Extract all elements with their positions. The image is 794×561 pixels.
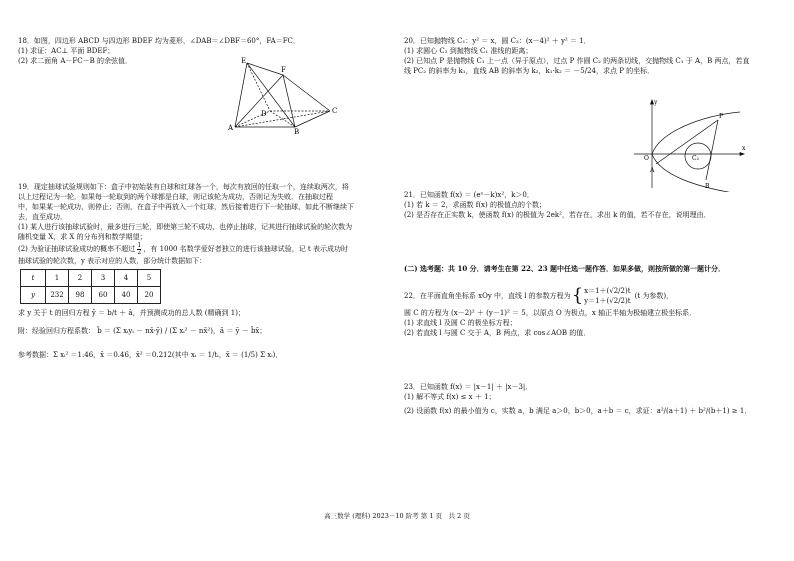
q23-part1: (1) 解不等式 f(x) ≤ x ＋ 1； [404, 393, 496, 401]
right-column [404, 36, 769, 76]
q19-line2: 以上过程记为一轮．如果每一轮取到的两个球都是白球，则记该轮为成功，否则记为失败．在抽取过程 [18, 193, 333, 201]
frac-numerator: 1 [137, 242, 142, 249]
q22-eq2: y＝1＋(√2/2)t [584, 297, 631, 305]
table-cell: 232 [46, 287, 69, 304]
q19-requirement: 求 y 关于 t 的回归方程 ŷ ＝ b/t ＋ â，并预测成功的总人数 (精确到 1)； [18, 309, 245, 317]
q19-line6: 随机变量 X，求 X 的分布列和数学期望； [18, 233, 147, 241]
q19-line3: 中，如果某一轮成功，则停止；否则，在盒子中再放入一个红球，然后接着进行下一轮抽球，如此不断继续下 [18, 203, 354, 211]
q19-block [18, 182, 383, 360]
q20-part2a: (2) 已知点 P 是抛物线 C₁ 上一点（异于原点），过点 P 作圆 C₂ 的两条切线，交抛物线 C₁ 于 A，B 两点，若直 [404, 57, 750, 65]
q23-part2: (2) 设函数 f(x) 的最小值为 c，实数 a，b 满足 a＞0，b＞0，a＋b ＝ c，求证：a²/(a＋1) ＋ b²/(b＋1) ≥ 1． [404, 407, 752, 415]
brace-icon: { [571, 285, 584, 306]
q20-part1: (1) 求圆心 C₂ 到抛物线 C₁ 准线的距离； [404, 47, 533, 55]
table-row [21, 270, 161, 287]
fig-label-c: C [332, 107, 338, 115]
table-cell: 60 [92, 287, 115, 304]
q19-line7 [18, 242, 383, 256]
half-fraction [137, 243, 141, 256]
table-cell: 98 [69, 287, 92, 304]
q22-stem-a: 22．在平面直角坐标系 xOy 中，直线 l 的参数方程为 [404, 292, 571, 300]
q22-line2: 圆 C 的方程为 (x－2)² ＋ (y－1)² ＝ 5，以原点 O 为极点，x 轴正半轴为极轴建立极坐标系． [404, 309, 697, 317]
fig-label-c2: C₂ [692, 155, 699, 162]
q22-part2: (2) 若直线 l 与圆 C 交于 A，B 两点，求 cos∠AOB 的值． [404, 329, 591, 337]
q19-line7-b: ，有 1000 名数学爱好者独立的进行该抽球试验，记 t 表示成功时 [143, 245, 348, 253]
q19-data-table [20, 269, 161, 304]
q21-part2: (2) 是否存在正实数 k，使函数 f(x) 的极值为 2ek²，若存在，求出 k 的值，若不存在，说明理由． [404, 211, 711, 219]
q19-reference-data: 参考数据：Σ xᵢ² ＝1.46，x̄ ＝0.46，x̄² ＝0.212(其中 xᵢ ＝ 1/tᵢ，x̄ ＝ (1/5) Σ xᵢ)． [18, 351, 283, 359]
q19-line7-a: (2) 为验证抽球试验成功的概率不超过 [18, 245, 136, 253]
q22-eq1: x＝1＋(√2/2)t [584, 287, 631, 295]
q22-param-system [584, 286, 630, 306]
q18-stem: 18．如图，四边形 ABCD 与四边形 BDEF 均为菱形，∠DAB＝∠DBF＝60°，FA＝FC． [18, 37, 300, 45]
frac-denominator: 2 [137, 248, 142, 256]
q22-part1: (1) 求直线 l 及圆 C 的极坐标方程； [404, 319, 517, 327]
fig-label-f: F [281, 66, 286, 74]
q19-line4: 去，直至成功． [18, 213, 67, 221]
section-2-heading-block [404, 264, 779, 274]
q18-part1: (1) 求证：AC⊥ 平面 BDEF； [18, 47, 115, 55]
table-cell: 5 [138, 270, 161, 287]
q19-hint [18, 326, 383, 336]
fig-label-x: x [742, 145, 746, 152]
q20-stem: 20．已知抛物线 C₁：y² ＝ x，圆 C₂：(x－4)² ＋ y² ＝ 1． [404, 37, 591, 45]
fig-label-y: y [654, 99, 658, 106]
q23-block [404, 382, 784, 416]
q23-stem: 23．已知函数 f(x) ＝ |x－1| ＋ |x－3|． [404, 383, 533, 391]
q21-part1: (1) 若 k ＝ 2，求函数 f(x) 的极值点的个数； [404, 201, 546, 209]
q21-block [404, 190, 769, 220]
table-cell: y [21, 287, 46, 304]
q18-part2: (2) 求二面角 A－FC－B 的余弦值． [18, 57, 133, 65]
section-2-heading: (二) 选考题：共 10 分．请考生在第 22、23 题中任选一题作答．如果多做，则按所做的第一题计分． [404, 264, 726, 273]
q19-hint-label: 附：经验回归方程系数： [18, 327, 95, 335]
q18-figure [225, 55, 345, 135]
q22-stem-b: (t 为参数)， [634, 292, 674, 300]
page-footer: 高三数学 (理科) 2023－10 阶考 第 1 页 共 2 页 [324, 512, 470, 520]
q19-hint-formula: b̂ ＝ (Σ xᵢyᵢ － nx̄·ȳ) / (Σ xᵢ² － nx̄²)，â ＝ ȳ － b̂x̄； [97, 327, 267, 335]
q22-stem [404, 284, 769, 308]
q19-line8: 抽球试验的轮次数，y 表示对应的人数，部分统计数据如下： [18, 257, 207, 265]
table-cell: 2 [69, 270, 92, 287]
fig-label-b: B [294, 128, 300, 135]
table-cell: t [21, 270, 46, 287]
fig-label-e: E [241, 57, 247, 65]
q22-block [404, 284, 769, 338]
table-cell: 4 [115, 270, 138, 287]
q19-line1: 19．现定抽球试验规则如下：盒子中初始装有白球和红球各一个，每次有放回的任取一个，连续取两次，将 [18, 183, 349, 191]
fig-label-a: A [650, 167, 655, 174]
table-cell: 40 [115, 287, 138, 304]
table-cell: 3 [92, 270, 115, 287]
q19-line5: (1) 某人进行该抽球试验时，最多进行三轮，即使第三轮不成功，也停止抽球，记其进行抽球试验的轮次数为 [18, 223, 353, 231]
q20-part2b: 线 PC₂ 的斜率为 k₁，直线 AB 的斜率为 k₂，k₁·k₂ ＝ －5/24，求点 P 的坐标． [404, 67, 655, 75]
q21-stem: 21．已知函数 f(x) ＝ (eˣ－k)x²，k＞0． [404, 191, 534, 199]
fig-label-b: B [705, 183, 710, 190]
table-row [21, 287, 161, 304]
fig-label-d: D [261, 110, 267, 118]
fig-label-p: P [719, 113, 724, 120]
table-cell: 1 [46, 270, 69, 287]
fig-label-o: O [644, 155, 649, 162]
q20-figure [630, 96, 750, 192]
fig-label-a: A [228, 124, 234, 132]
table-cell: 20 [138, 287, 161, 304]
